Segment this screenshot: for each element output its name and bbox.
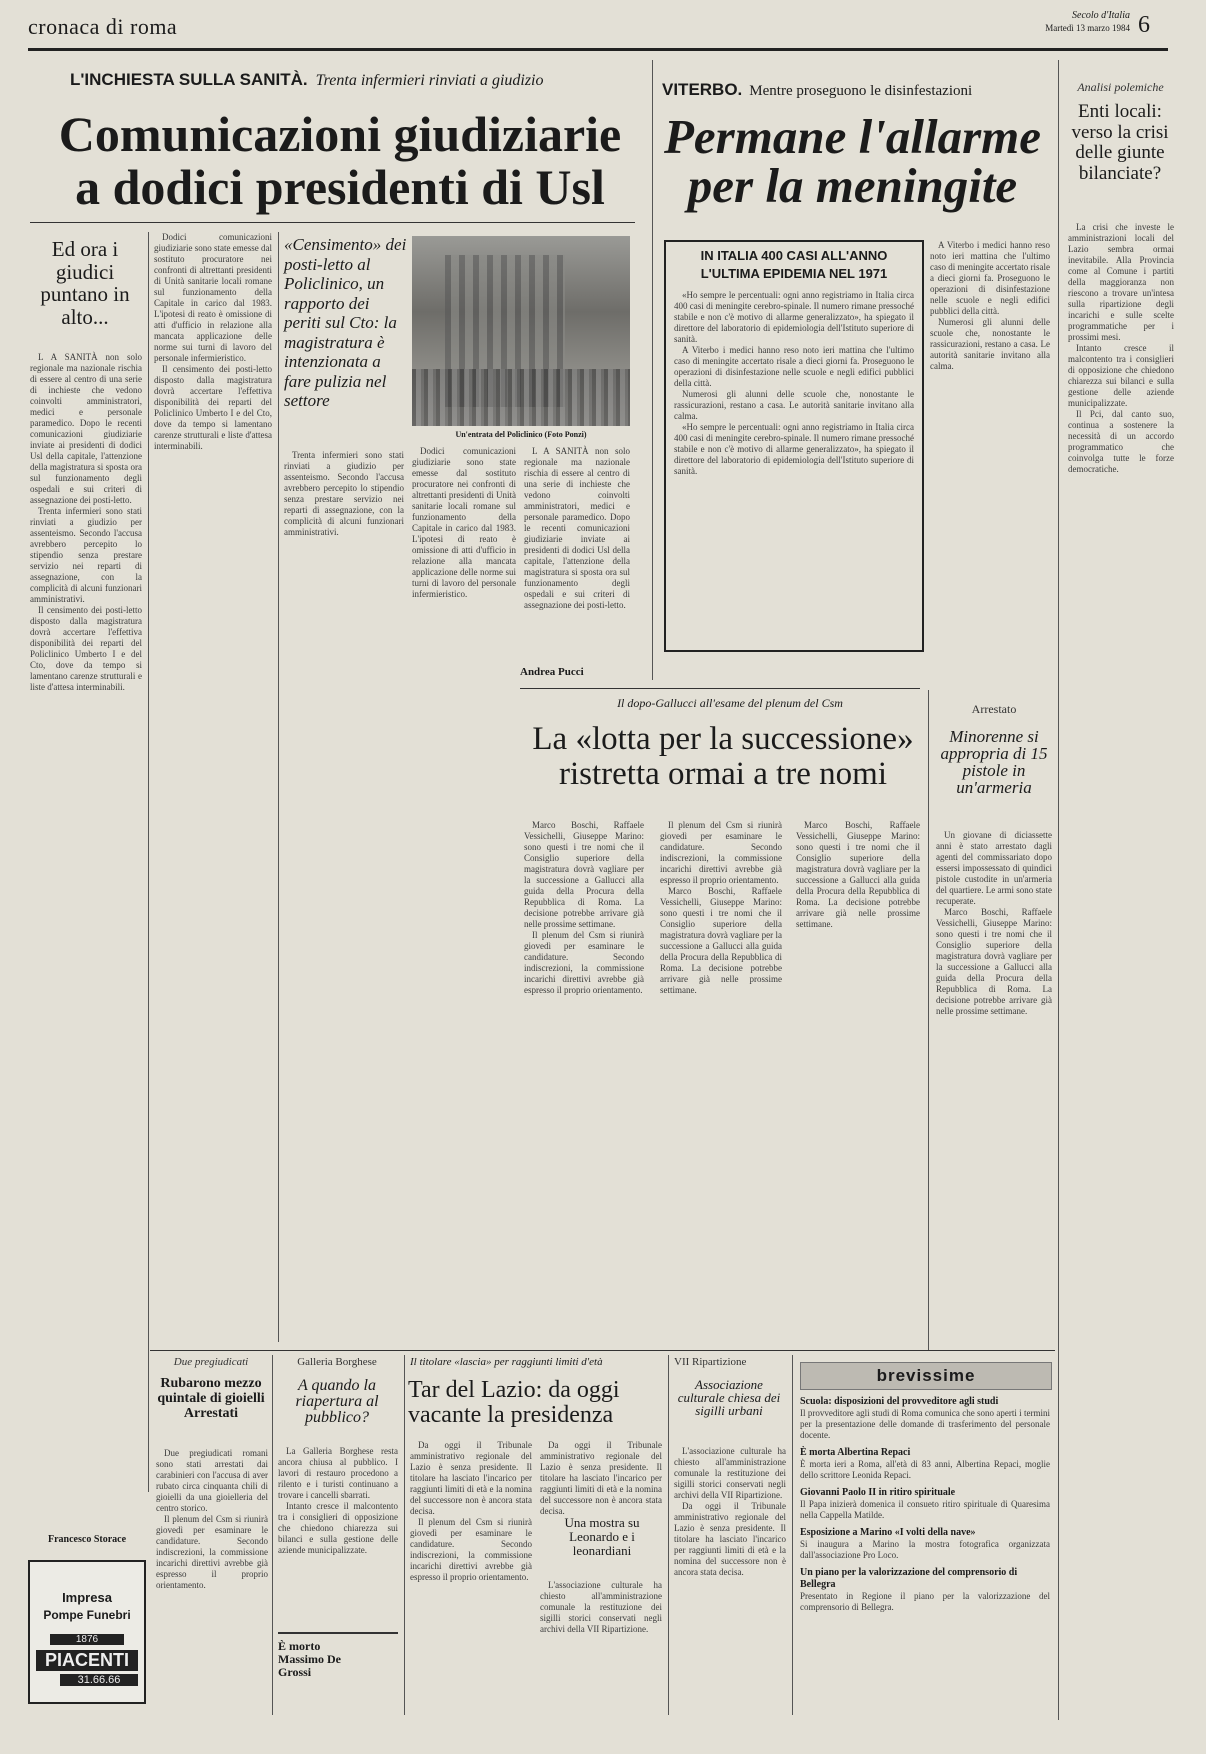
- brevissime-title: brevissime: [876, 1366, 976, 1385]
- analysis-headline: Enti locali: verso la crisi delle giunte bilanciate?: [1071, 101, 1169, 184]
- bottom-col2-label: Galleria Borghese: [297, 1356, 377, 1368]
- viterbo-boxed-story: [664, 240, 924, 652]
- lead-headline-line2: a dodici presidenti di Usl: [75, 158, 605, 215]
- obituary-head: È morto Massimo De Grossi: [278, 1639, 341, 1679]
- policlinico-photo: [412, 236, 630, 426]
- viterbo-kicker-bold: VITERBO.: [662, 80, 743, 99]
- section-title: cronaca di roma: [28, 14, 178, 39]
- arrest-body: Un giovane di diciassette anni è stato arrestato dagli agenti del commissariato dopo essersi impossessato di quindici pistole custodite in un'armeria del quartiere. Le armi sono state recuperate. Marco Boschi, Raffaele Vessichelli, Giuseppe Marino: sono questi i tre nomi che il Consiglio superiore della magistratura dovrà vagliare per la successione a Gallucci alla guida della Procura della Repubblica di Roma. La decisione potrebbe arrivare già nelle prossime settimane.: [936, 830, 1052, 1016]
- ad-line2: Pompe Funebri: [43, 1608, 131, 1622]
- ad-phone: 31.66.66: [60, 1674, 138, 1686]
- bottom-col2-headline: A quando la riapertura al pubblico?: [295, 1377, 379, 1426]
- viterbo-headline-line1: Permane l'allarme: [664, 109, 1041, 164]
- bottom-col4-headline: Associazione culturale chiesa dei sigilli urbani: [677, 1377, 781, 1418]
- viterbo-box-body: «Ho sempre le percentuali: ogni anno registriamo in Italia circa 400 casi di meningite cerebro-spinale. Il numero rimane pressoché stabile e non c'è motivo di allarme generalizzato», ha spiegato il direttore del laboratorio di epidemiologia dell'Istituto superiore di sanità. A Viterbo i medici hanno reso noto ieri mattina che l'ultimo caso di meningite accertato risale a dieci giorni fa. Proseguono le operazioni di disinfestazione nelle scuole e negli edifici pubblici della città. Numerosi gli alunni delle scuole che, nonostante le rassicurazioni, restano a casa. Le autorità sanitarie invitano alla calma. «Ho sempre le percentuali: ogni anno registriamo in Italia circa 400 casi di meningite cerebro-spinale. Il numero rimane pressoché stabile e non c'è motivo di allarme generalizzato», ha spiegato il direttore del laboratorio di epidemiologia dell'Istituto superiore di sanità.: [674, 290, 914, 476]
- lead-body-col5: L A SANITÀ non solo regionale ma nazionale rischia di essere al centro di una serie di inchieste che vedono coinvolti amministratori, medici e personale paramedico. Dopo le recenti comunicazioni giudiziarie inviate ai presidenti di dodici Usl della capitale, l'attenzione della magistratura si sposta ora sul funzionamento degli ospedali e sui criteri di assegnazione dei posti-letto.: [524, 446, 630, 610]
- analysis-body: La crisi che investe le amministrazioni locali del Lazio sembra ormai inevitabile. Alla Provincia come al Comune i partiti della maggioranza non riescono a trovare un'intesa sulla ripartizione degli incarichi e sulle scelte programmatiche per i prossimi mesi. Intanto cresce il malcontento tra i consiglieri di opposizione che chiedono chiarezza sui bilanci e sulla gestione delle aziende municipalizzate. Il Pci, dal canto suo, continua a sostenere la necessità di un accordo programmatico che coinvolga tutte le forze democratiche.: [1068, 222, 1174, 474]
- ad-name: PIACENTI: [36, 1650, 138, 1671]
- csm-body-col3: Marco Boschi, Raffaele Vessichelli, Giuseppe Marino: sono questi i tre nomi che il Consiglio superiore della magistratura dovrà vagliare per la successione a Gallucci alla guida della Procura della Repubblica di Roma. La decisione potrebbe arrivare già nelle prossime settimane.: [796, 820, 920, 929]
- photo-caption: Un'entrata del Policlinico (Foto Ponzi): [455, 430, 587, 439]
- issue-date: Martedì 13 marzo 1984: [1045, 23, 1130, 33]
- bottom-divider-4: [792, 1355, 793, 1715]
- brev2-body: È morta ieri a Roma, all'età di 83 anni, Albertina Repaci, moglie dello scrittore Leonida Repaci.: [800, 1459, 1050, 1480]
- csm-body-col1: Marco Boschi, Raffaele Vessichelli, Giuseppe Marino: sono questi i tre nomi che il Consiglio superiore della magistratura dovrà vagliare per la successione a Gallucci alla guida della Procura della Repubblica di Roma. La decisione potrebbe arrivare già nelle prossime settimane. Il plenum del Csm si riunirà giovedì per esaminare le candidature. Secondo indiscrezioni, la commissione incarichi direttivi avrebbe già espresso il proprio orientamento.: [524, 820, 644, 995]
- bottom-col4-label: VII Ripartizione: [674, 1356, 747, 1368]
- brev2-head: È morta Albertina Repaci: [800, 1447, 911, 1458]
- arrest-label: Arrestato: [971, 702, 1017, 716]
- viterbo-headline-line2: per la meningite: [687, 158, 1018, 213]
- bottom-col1-headline: Rubarono mezzo quintale di gioielli Arrestati: [157, 1376, 265, 1422]
- ad-year: 1876: [50, 1634, 124, 1645]
- storace-signature: Francesco Storace: [48, 1534, 127, 1545]
- brev4-head: Esposizione a Marino «I volti della nave»: [800, 1527, 976, 1538]
- lead-headline-line1: Comunicazioni giudiziarie: [58, 106, 622, 162]
- csm-headline-line1: La «lotta per la successione»: [532, 721, 914, 757]
- bottom-divider-2: [404, 1355, 405, 1715]
- lead-kicker-italic: Trenta infermieri rinviati a giudizio: [315, 72, 544, 89]
- lead-under-rule: [30, 222, 635, 223]
- bottom-col4-body: L'associazione culturale ha chiesto all'amministrazione comunale la restituzione dei sigilli storici conservati negli archivi della VII Ripartizione. Da oggi il Tribunale amministrativo regionale del Lazio è senza presidente. Il titolare ha lasciato l'incarico per raggiunti limiti di età e la nomina del successore non è ancora stata decisa.: [674, 1446, 786, 1577]
- bottom-col1-body: Due pregiudicati romani sono stati arrestati dai carabinieri con l'accusa di aver rubato circa cinquanta chili di gioielli da una gioielleria del centro storico. Il plenum del Csm si riunirà giovedì per esaminare le candidature. Secondo indiscrezioni, la commissione incarichi direttivi avrebbe già espresso il proprio orientamento.: [156, 1448, 268, 1590]
- brev5-body: Presentato in Regione il piano per la valorizzazione del comprensorio di Bellegra.: [800, 1591, 1050, 1612]
- bottom-rule: [150, 1350, 1055, 1351]
- leonardo-headline: Una mostra su Leonardo e i leonardiani: [564, 1515, 640, 1559]
- brev5-head: Un piano per la valorizzazione del comprensorio di Bellegra: [800, 1567, 1018, 1590]
- leonardo-body: L'associazione culturale ha chiesto all'amministrazione comunale la restituzione dei sigilli storici conservati negli archivi della VII Ripartizione.: [540, 1580, 662, 1634]
- viterbo-body-right: A Viterbo i medici hanno reso noto ieri mattina che l'ultimo caso di meningite accertato risale a dieci giorni fa. Proseguono le operazioni di disinfestazione nelle scuole e negli edifici pubblici della città. Numerosi gli alunni delle scuole che, nonostante le rassicurazioni, restano a casa. Le autorità sanitarie invitano alla calma.: [930, 240, 1050, 371]
- obituary-box: [278, 1632, 398, 1722]
- viterbo-headline: [660, 109, 1045, 213]
- viterbo-kicker: [662, 80, 1052, 100]
- lead-sidebox-head: «Censimento» dei posti-letto al Policlinico, un rapporto dei periti sul Cto: la magistratura è intenzionata a fare pulizia nel settore: [284, 235, 407, 411]
- bottom-col3-headline: Tar del Lazio: da oggi vacante la presidenza: [408, 1377, 620, 1429]
- page-number: 6: [1138, 12, 1150, 38]
- bottom-col3-label: Il titolare «lascia» per raggiunti limiti d'età: [410, 1356, 603, 1368]
- masthead-rule: [28, 48, 1168, 51]
- viterbo-kicker-italic: Mentre proseguono le disinfestazioni: [749, 83, 973, 99]
- csm-headline: [524, 722, 922, 791]
- bottom-divider-1: [272, 1355, 273, 1715]
- lead-body-col3: Trenta infermieri sono stati rinviati a giudizio per assenteismo. Secondo l'accusa avrebbero percepito lo stipendio senza prestare servizio nei reparti di assegnazione, con la complicità di alcuni funzionari amministrativi.: [284, 450, 404, 537]
- col-divider-right: [1058, 60, 1059, 1720]
- csm-body-col2: Il plenum del Csm si riunirà giovedì per esaminare le candidature. Secondo indiscrezioni, la commissione incarichi direttivi avrebbe già espresso il proprio orientamento. Marco Boschi, Raffaele Vessichelli, Giuseppe Marino: sono questi i tre nomi che il Consiglio superiore della magistratura dovrà vagliare per la successione a Gallucci alla guida della Procura della Repubblica di Roma. La decisione potrebbe arrivare già nelle prossime settimane.: [660, 820, 782, 995]
- brevissime-banner: [800, 1362, 1052, 1390]
- bottom-col1-label: Due pregiudicati: [173, 1356, 249, 1368]
- brev3-head: Giovanni Paolo II in ritiro spirituale: [800, 1487, 956, 1498]
- col-divider-2: [278, 232, 279, 1342]
- brev3-body: Il Papa inizierà domenica il consueto ritiro spirituale di Quaresima nella Cappella Matilde.: [800, 1499, 1050, 1520]
- lead-headline: [40, 108, 640, 213]
- brev1-body: Il provveditore agli studi di Roma comunica che sono aperti i termini per la presentazione delle domande di trasferimento del personale docente.: [800, 1408, 1050, 1440]
- analysis-label: Analisi polemiche: [1077, 80, 1164, 94]
- lead-body-col2: Dodici comunicazioni giudiziarie sono state emesse dal sostituto procuratore nei confronti di altrettanti presidenti di Unità sanitarie locali romane sul funzionamento della Capitale in carico dal 1983. L'ipotesi di reato è omissione di atti d'ufficio in relazione alla mancata applicazione delle norme sui turni di lavoro del personale infermieristico. Il censimento dei posti-letto disposto dalla magistratura dovrà accertare l'effettiva disponibilità dei reparti del Policlinico Umberto I e del Cto, dove da tempo si lamentano carenze strutturali e liste d'attesa interminabili.: [154, 232, 272, 451]
- lead-body-col1: L A SANITÀ non solo regionale ma nazionale rischia di essere al centro di una serie di inchieste che vedono coinvolti amministratori, medici e personale paramedico. Dopo le recenti comunicazioni giudiziarie inviate ai presidenti di dodici Usl della capitale, l'attenzione della magistratura si sposta ora sul funzionamento degli ospedali e sui criteri di assegnazione dei posti-letto. Trenta infermieri sono stati rinviati a giudizio per assenteismo. Secondo l'accusa avrebbero percepito lo stipendio senza prestare servizio nei reparti di assegnazione, con la complicità di alcuni funzionari amministrativi. Il censimento dei posti-letto disposto dalla magistratura dovrà accertare l'effettiva disponibilità dei reparti del Policlinico Umberto I e del Cto, dove da tempo si lamentano carenze strutturali e liste d'attesa interminabili.: [30, 352, 142, 692]
- csm-kicker: Il dopo-Gallucci all'esame del plenum del Csm: [617, 696, 843, 710]
- lead-sidehead: Ed ora i giudici puntano in alto...: [40, 237, 130, 330]
- col-divider-1: [148, 232, 149, 1492]
- arrest-headline: Minorenne si appropria di 15 pistole in un'armeria: [940, 727, 1048, 797]
- brevissime-list: [800, 1396, 1050, 1716]
- lead-kicker-bold: L'INCHIESTA SULLA SANITÀ.: [70, 70, 308, 89]
- funeral-ad: [28, 1560, 146, 1704]
- lead-kicker: [70, 70, 630, 90]
- col-divider-arrest: [928, 690, 929, 1350]
- viterbo-box-title2: L'ULTIMA EPIDEMIA NEL 1971: [700, 266, 888, 281]
- col-divider-viterbo: [652, 60, 653, 680]
- bottom-col2-body: La Galleria Borghese resta ancora chiusa al pubblico. I lavori di restauro procedono a rilento e i turisti continuano a trovare i cancelli sbarrati. Intanto cresce il malcontento tra i consiglieri di opposizione che chiedono chiarezza sui bilanci e sulla gestione delle aziende municipalizzate.: [278, 1446, 398, 1555]
- ad-line1: Impresa: [62, 1590, 112, 1605]
- brev1-head: Scuola: disposizioni del provveditore agli studi: [800, 1396, 999, 1407]
- bottom-col3-body-a: Da oggi il Tribunale amministrativo regionale del Lazio è senza presidente. Il titolare ha lasciato l'incarico per raggiunti limiti di età e la nomina del successore non è ancora stata decisa. Il plenum del Csm si riunirà giovedì per esaminare le candidature. Secondo indiscrezioni, la commissione incarichi direttivi avrebbe già espresso il proprio orientamento.: [410, 1440, 532, 1582]
- viterbo-box-title1: IN ITALIA 400 CASI ALL'ANNO: [700, 248, 888, 263]
- lead-author: Andrea Pucci: [520, 666, 584, 678]
- paper-name: Secolo d'Italia: [1072, 10, 1130, 21]
- csm-headline-line2: ristretta ormai a tre nomi: [558, 755, 888, 792]
- csm-top-rule: [520, 688, 920, 689]
- bottom-divider-3: [668, 1355, 669, 1715]
- lead-body-col4: Dodici comunicazioni giudiziarie sono state emesse dal sostituto procuratore nei confronti di altrettanti presidenti di Unità sanitarie locali romane sul funzionamento della Capitale in carico dal 1983. L'ipotesi di reato è omissione di atti d'ufficio in relazione alla mancata applicazione delle norme sui turni di lavoro del personale infermieristico.: [412, 446, 516, 599]
- bottom-col3-body-b: Da oggi il Tribunale amministrativo regionale del Lazio è senza presidente. Il titolare ha lasciato l'incarico per raggiunti limiti di età e la nomina del successore non è ancora stata decisa.: [540, 1440, 662, 1516]
- brev4-body: Si inaugura a Marino la mostra fotografica organizzata dall'associazione Pro Loco.: [800, 1539, 1050, 1560]
